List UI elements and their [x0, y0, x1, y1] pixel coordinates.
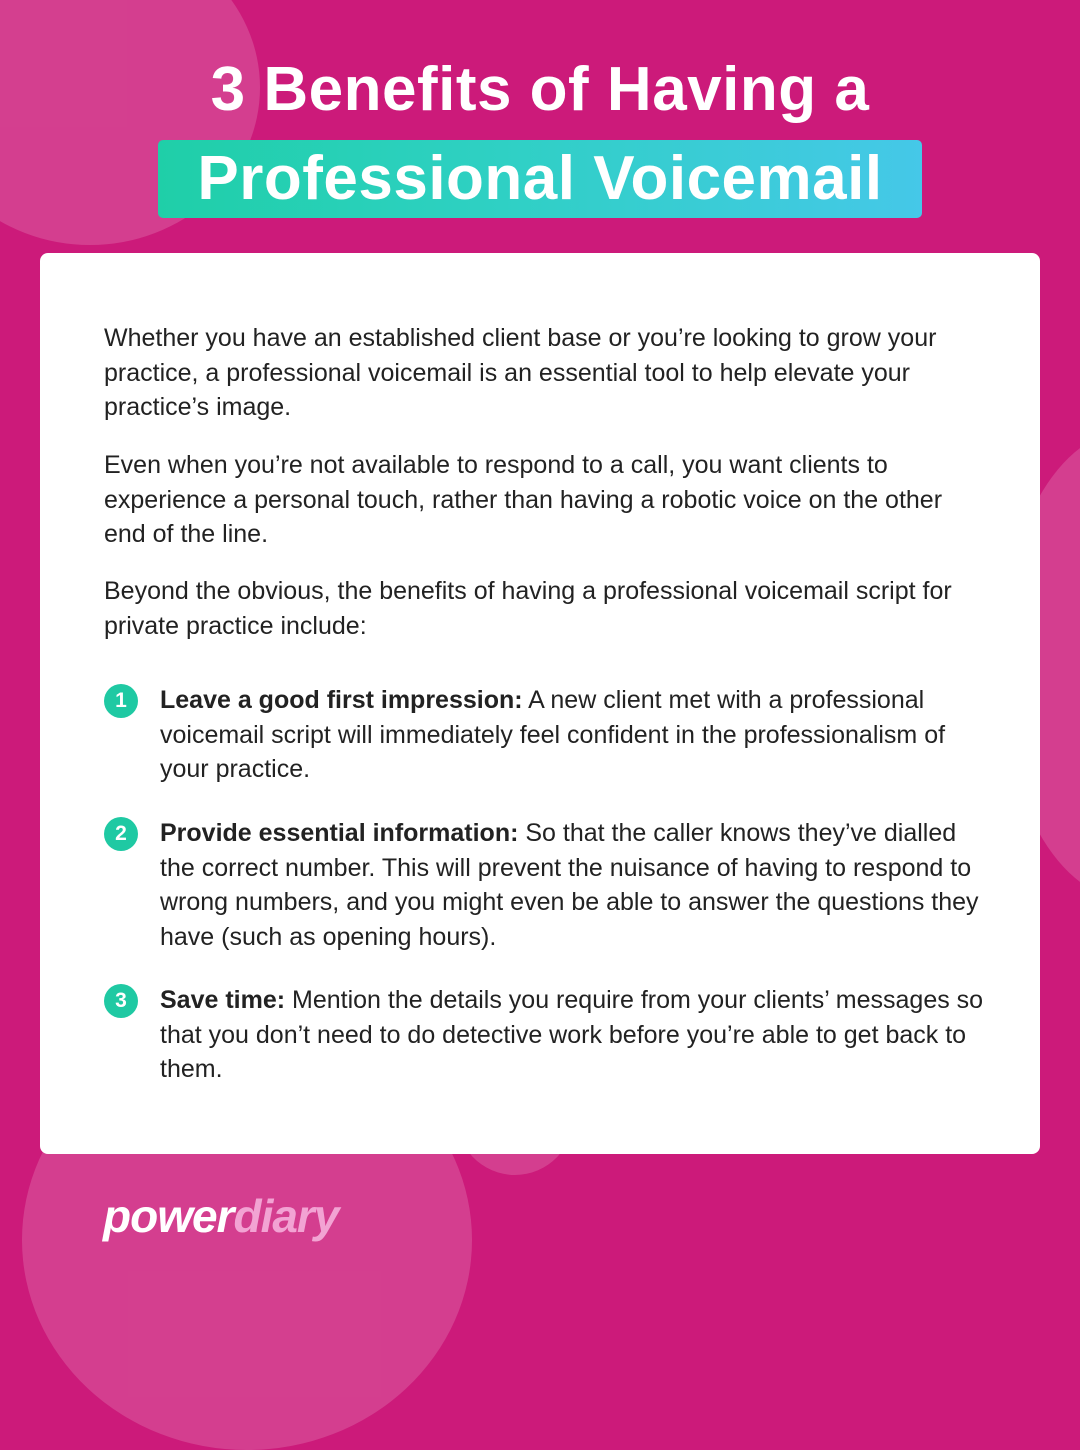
number-badge-3: 3 — [104, 984, 138, 1018]
logo-part-diary: diary — [233, 1190, 339, 1242]
benefit-body-3: Mention the details you require from your clients’ messages so that you don’t need to do detective work before you’re able to get back to them. — [160, 986, 984, 1083]
benefit-body-2: So that the caller knows they’ve dialled the correct number. This will prevent the nuisance of having to respond to wrong numbers, and you might even be able to answer the questions they have (such as opening hours). — [160, 819, 979, 951]
benefit-heading-1: Leave a good first impression: — [160, 686, 523, 714]
powerdiary-logo — [103, 1188, 338, 1244]
intro-paragraph-3: Beyond the obvious, the benefits of having a professional voicemail script for private practice include: — [104, 577, 952, 640]
page-title-line-2: Professional Voicemail — [197, 144, 883, 213]
page-title-line-1: 3 Benefits of Having a — [210, 55, 870, 124]
benefit-body-1: A new client met with a professional voicemail script will immediately feel confident in the professionalism of your practice. — [160, 686, 946, 783]
logo-part-power: power — [103, 1190, 234, 1242]
benefit-heading-3: Save time: — [160, 986, 286, 1014]
intro-paragraph-2: Even when you’re not available to respond to a call, you want clients to experience a personal touch, rather than having a robotic voice on the other end of the line. — [104, 451, 943, 548]
number-badge-2: 2 — [104, 817, 138, 851]
content-card — [40, 253, 1040, 1154]
benefit-text-1 — [160, 683, 990, 787]
benefit-heading-2: Provide essential information: — [160, 819, 519, 847]
benefit-text-2 — [160, 816, 990, 954]
title-highlight-banner — [158, 140, 922, 218]
intro-paragraph-1: Whether you have an established client base or you’re looking to grow your practice, a professional voicemail is an essential tool to help elevate your practice’s image. — [104, 324, 937, 421]
number-badge-1: 1 — [104, 684, 138, 718]
benefit-text-3 — [160, 983, 990, 1087]
